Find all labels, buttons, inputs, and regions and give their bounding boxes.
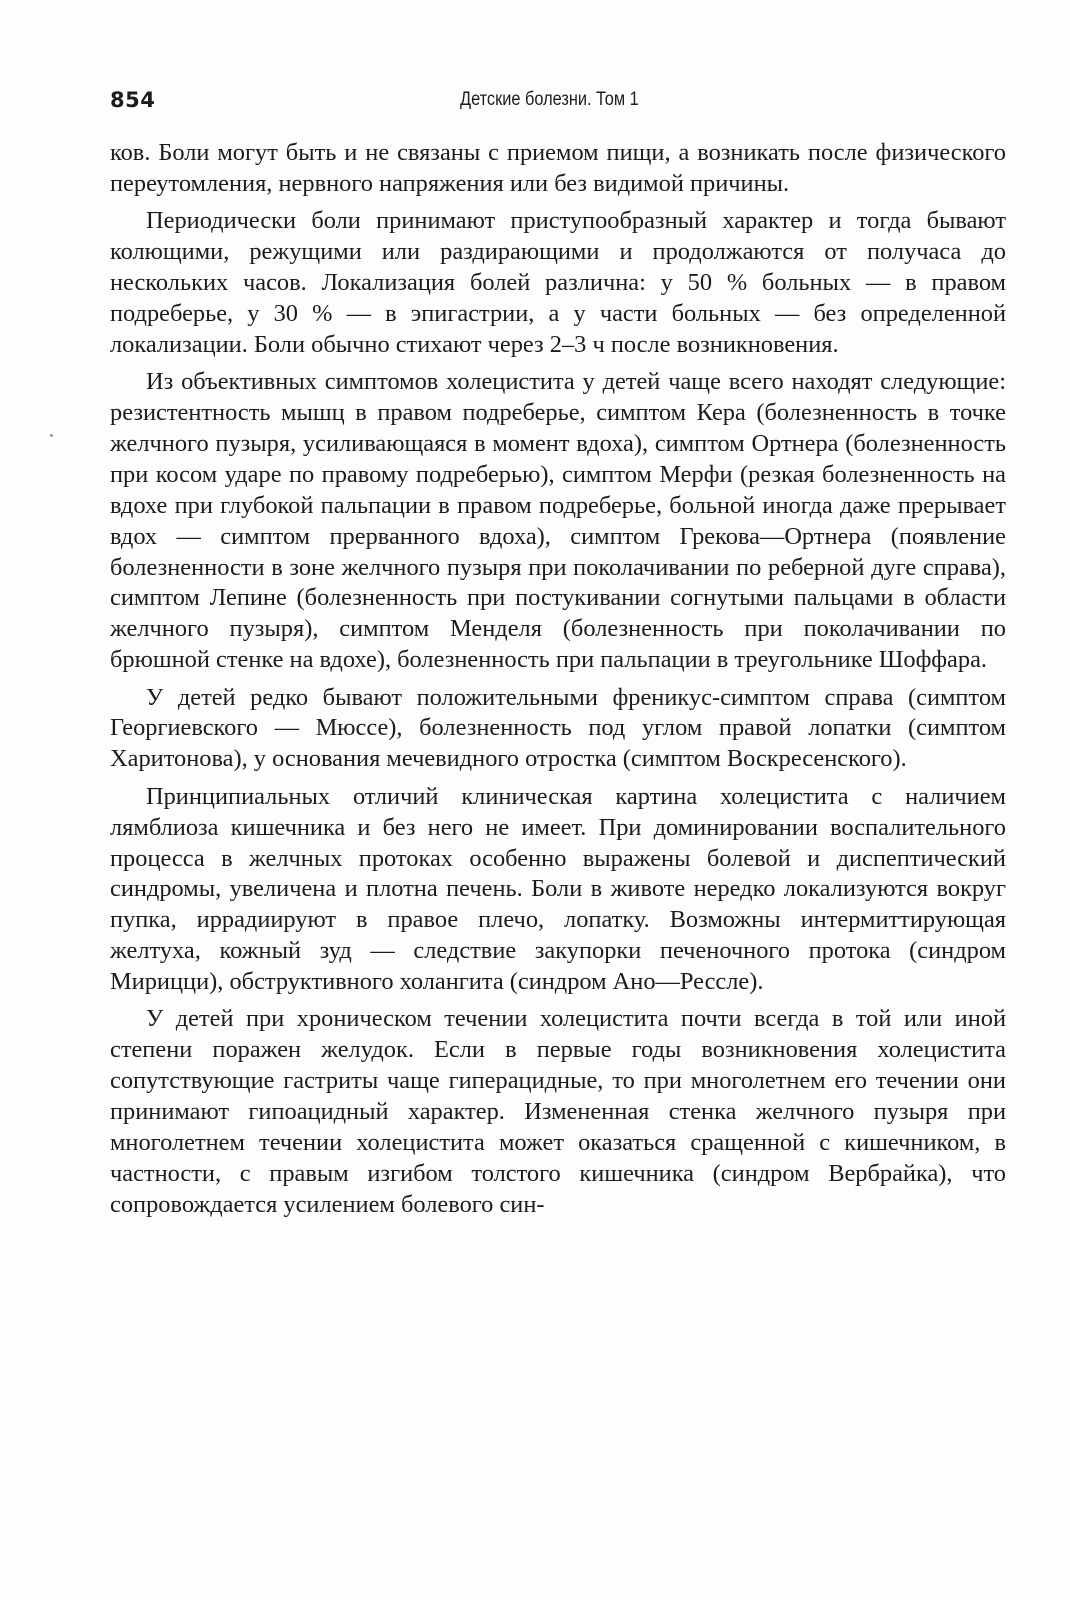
paragraph: У детей при хроническом течении холецистита почти всегда в той или иной степени поражен желудок. Если в первые годы возникновения холецистита сопутствующие гастриты чаще гиперацидные, то при многолетнем его течении они принимают гипоацидный характер. Измененная стенка желчного пузыря при многолетнем течении холецистита может оказаться сращенной с кишечником, в частности, с правым изгибом толстого кишечника (синдром Вербрайка), что сопровождается усилением болевого син- <box>110 1005 1006 1218</box>
paragraph: Из объективных симптомов холецистита у детей чаще всего находят следующие: резистентность мышц в правом подреберье, симптом Кера (болезненность в точке желчного пузыря, усиливающаяся в момент вдоха), симптом Ортнера (болезненность при косом ударе по правому подреберью), симптом Мерфи (резкая болезненность на вдохе при глубокой пальпации в правом подреберье, больной иногда даже прерывает вдох — симптом прерванного вдоха), симптом Грекова—Ортнера (появление болезненности в зоне желчного пузыря при поколачивании по реберной дуге справа), симптом Лепине (болезненность при постукивании согнутыми пальцами в области желчного пузыря), симптом Менделя (болезненность при поколачивании по брюшной стенке на вдохе), болезненность при пальпации в треугольнике Шоффара. <box>110 368 1006 674</box>
page-number: 854 <box>110 88 156 112</box>
paragraph: У детей редко бывают положительными френикус-симптом справа (симптом Георгиевского — Мюссе), болезненность под углом правой лопатки (симптом Харитонова), у основания мечевидного отростка (симптом Воскресенского). <box>110 683 1006 773</box>
paragraph: Периодически боли принимают приступообразный характер и тогда бывают колющими, режущими или раздирающими и продолжаются от получаса до нескольких часов. Локализация болей различна: у 50 % больных — в правом подреберье, у 30 % — в эпигастрии, а у части больных — без определенной локализации. Боли обычно стихают через 2–3 ч после возникновения. <box>110 207 1006 358</box>
scan-speck <box>50 434 53 437</box>
running-title: Детские болезни. Том 1 <box>460 89 639 110</box>
page-header <box>110 88 1010 118</box>
paragraph: Принципиальных отличий клиническая картина холецистита с наличием лямблиоза кишечника и без него не имеет. При доминировании воспалительного процесса в желчных протоках особенно выражены болевой и диспептический синдромы, увеличена и плотна печень. Боли в животе нередко локализуются вокруг пупка, иррадиируют в правое плечо, лопатку. Возможны интермиттирующая желтуха, кожный зуд — следствие закупорки печеночного протока (синдром Мирицци), обструктивного холангита (синдром Ано—Рессле). <box>110 782 1006 996</box>
paragraph-continuation: ков. Боли могут быть и не связаны с приемом пищи, а возникать после физического переутомления, нервного напряжения или без видимой причины. <box>110 139 1006 197</box>
body-text <box>110 138 1006 1227</box>
